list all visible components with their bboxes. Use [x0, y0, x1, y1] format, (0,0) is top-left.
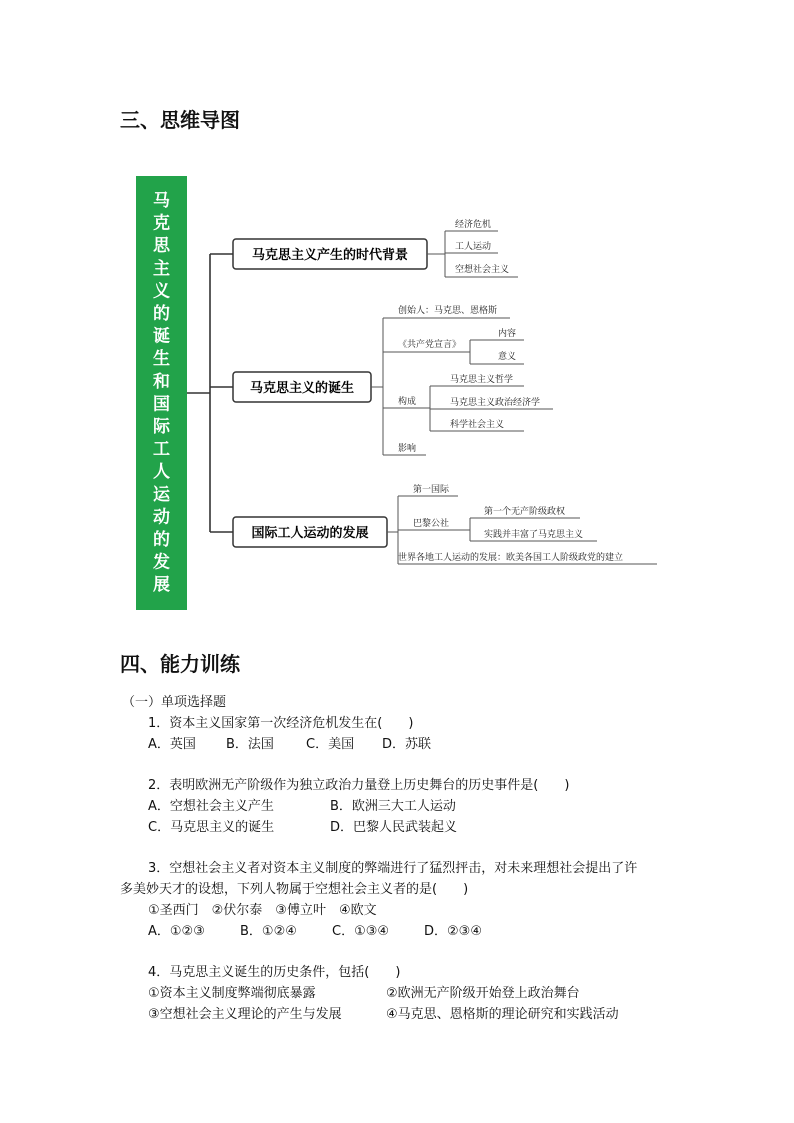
founder-label: 创始人：马克思、恩格斯	[398, 306, 498, 316]
q3-stem-line-2: 多美妙天才的设想，下列人物属于空想社会主义者的是( )	[120, 882, 469, 897]
q2-option-a: A．空想社会主义产生	[148, 799, 274, 814]
branch-2-connectors	[371, 318, 553, 455]
q1-option-b: B．法国	[226, 737, 274, 752]
manifesto-significance: 意义	[498, 352, 517, 362]
root-title-char: 工	[153, 439, 170, 460]
influence-label: 影响	[398, 444, 417, 454]
q4-item-4: ④马克思、恩格斯的理论研究和实践活动	[386, 1007, 619, 1022]
root-title-char: 的	[153, 304, 170, 324]
root-title-char: 的	[153, 530, 170, 550]
leaf-economic-crisis: 经济危机	[455, 220, 492, 230]
root-title-char: 动	[153, 507, 170, 528]
q3-option-c: C．①③④	[332, 924, 390, 939]
marxist-philosophy: 马克思主义哲学	[450, 375, 514, 385]
root-title-char: 际	[153, 417, 170, 437]
manifesto-content: 内容	[498, 329, 517, 339]
q1-option-c: C．美国	[306, 737, 355, 752]
worldwide-movement: 世界各地工人运动的发展：欧美各国工人阶级政党的建立	[398, 553, 624, 563]
q1-stem: 1．资本主义国家第一次经济危机发生在( )	[148, 716, 414, 731]
section-4-heading: 四、能力训练	[120, 652, 240, 676]
root-title-char: 发	[153, 552, 170, 573]
composition-label: 构成	[398, 397, 417, 407]
root-title-char: 运	[153, 484, 170, 505]
paris-commune: 巴黎公社	[413, 519, 450, 529]
q3-items: ①圣西门 ②伏尔泰 ③傅立叶 ④欧文	[148, 903, 377, 918]
root-title-char: 生	[153, 349, 170, 370]
section-3-heading: 三、思维导图	[120, 108, 240, 132]
branch-1-label: 马克思主义产生的时代背景	[251, 248, 409, 263]
q4-item-3: ③空想社会主义理论的产生与发展	[148, 1007, 342, 1022]
enriched-marxism: 实践并丰富了马克思主义	[484, 530, 584, 540]
root-title-char: 主	[153, 258, 170, 279]
q1-option-d: D．苏联	[382, 737, 432, 752]
root-title-char: 义	[153, 281, 170, 302]
branch-3-label: 国际工人运动的发展	[251, 526, 369, 541]
q1-option-a: A．英国	[148, 737, 196, 752]
q4-item-1: ①资本主义制度弊端彻底暴露	[148, 986, 316, 1001]
q3-option-d: D．②③④	[424, 924, 482, 939]
first-proletarian-regime: 第一个无产阶级政权	[484, 507, 566, 517]
marxist-political-economy: 马克思主义政治经济学	[450, 398, 541, 408]
root-title-char: 诞	[153, 326, 170, 347]
root-title-char: 人	[153, 462, 170, 483]
branch-2-label: 马克思主义的诞生	[249, 381, 355, 396]
q3-stem-line-1: 3．空想社会主义者对资本主义制度的弊端进行了猛烈抨击，对未来理想社会提出了许	[148, 861, 638, 876]
first-international: 第一国际	[413, 485, 450, 495]
root-title-char: 思	[153, 236, 170, 257]
q2-stem: 2．表明欧洲无产阶级作为独立政治力量登上历史舞台的历史事件是( )	[148, 778, 570, 793]
q2-option-d: D．巴黎人民武装起义	[330, 820, 458, 835]
q2-option-c: C．马克思主义的诞生	[148, 820, 275, 835]
leaf-workers-movement: 工人运动	[455, 242, 492, 252]
single-choice-subtitle: （一）单项选择题	[122, 695, 227, 710]
root-title-char: 克	[153, 213, 170, 234]
manifesto-label: 《共产党宣言》	[398, 340, 462, 350]
root-title-char: 展	[153, 575, 170, 596]
root-title-char: 马	[153, 191, 170, 211]
q2-option-b: B．欧洲三大工人运动	[330, 799, 456, 814]
root-title-char: 和	[153, 371, 170, 392]
leaf-utopian-socialism: 空想社会主义	[455, 265, 510, 275]
root-title-char: 国	[153, 394, 170, 415]
q3-option-a: A．①②③	[148, 924, 205, 939]
q4-stem: 4．马克思主义诞生的历史条件，包括( )	[148, 965, 401, 980]
q4-item-2: ②欧洲无产阶级开始登上政治舞台	[386, 986, 580, 1001]
root-connectors	[187, 254, 233, 532]
q3-option-b: B．①②④	[240, 924, 297, 939]
scientific-socialism: 科学社会主义	[450, 420, 505, 430]
